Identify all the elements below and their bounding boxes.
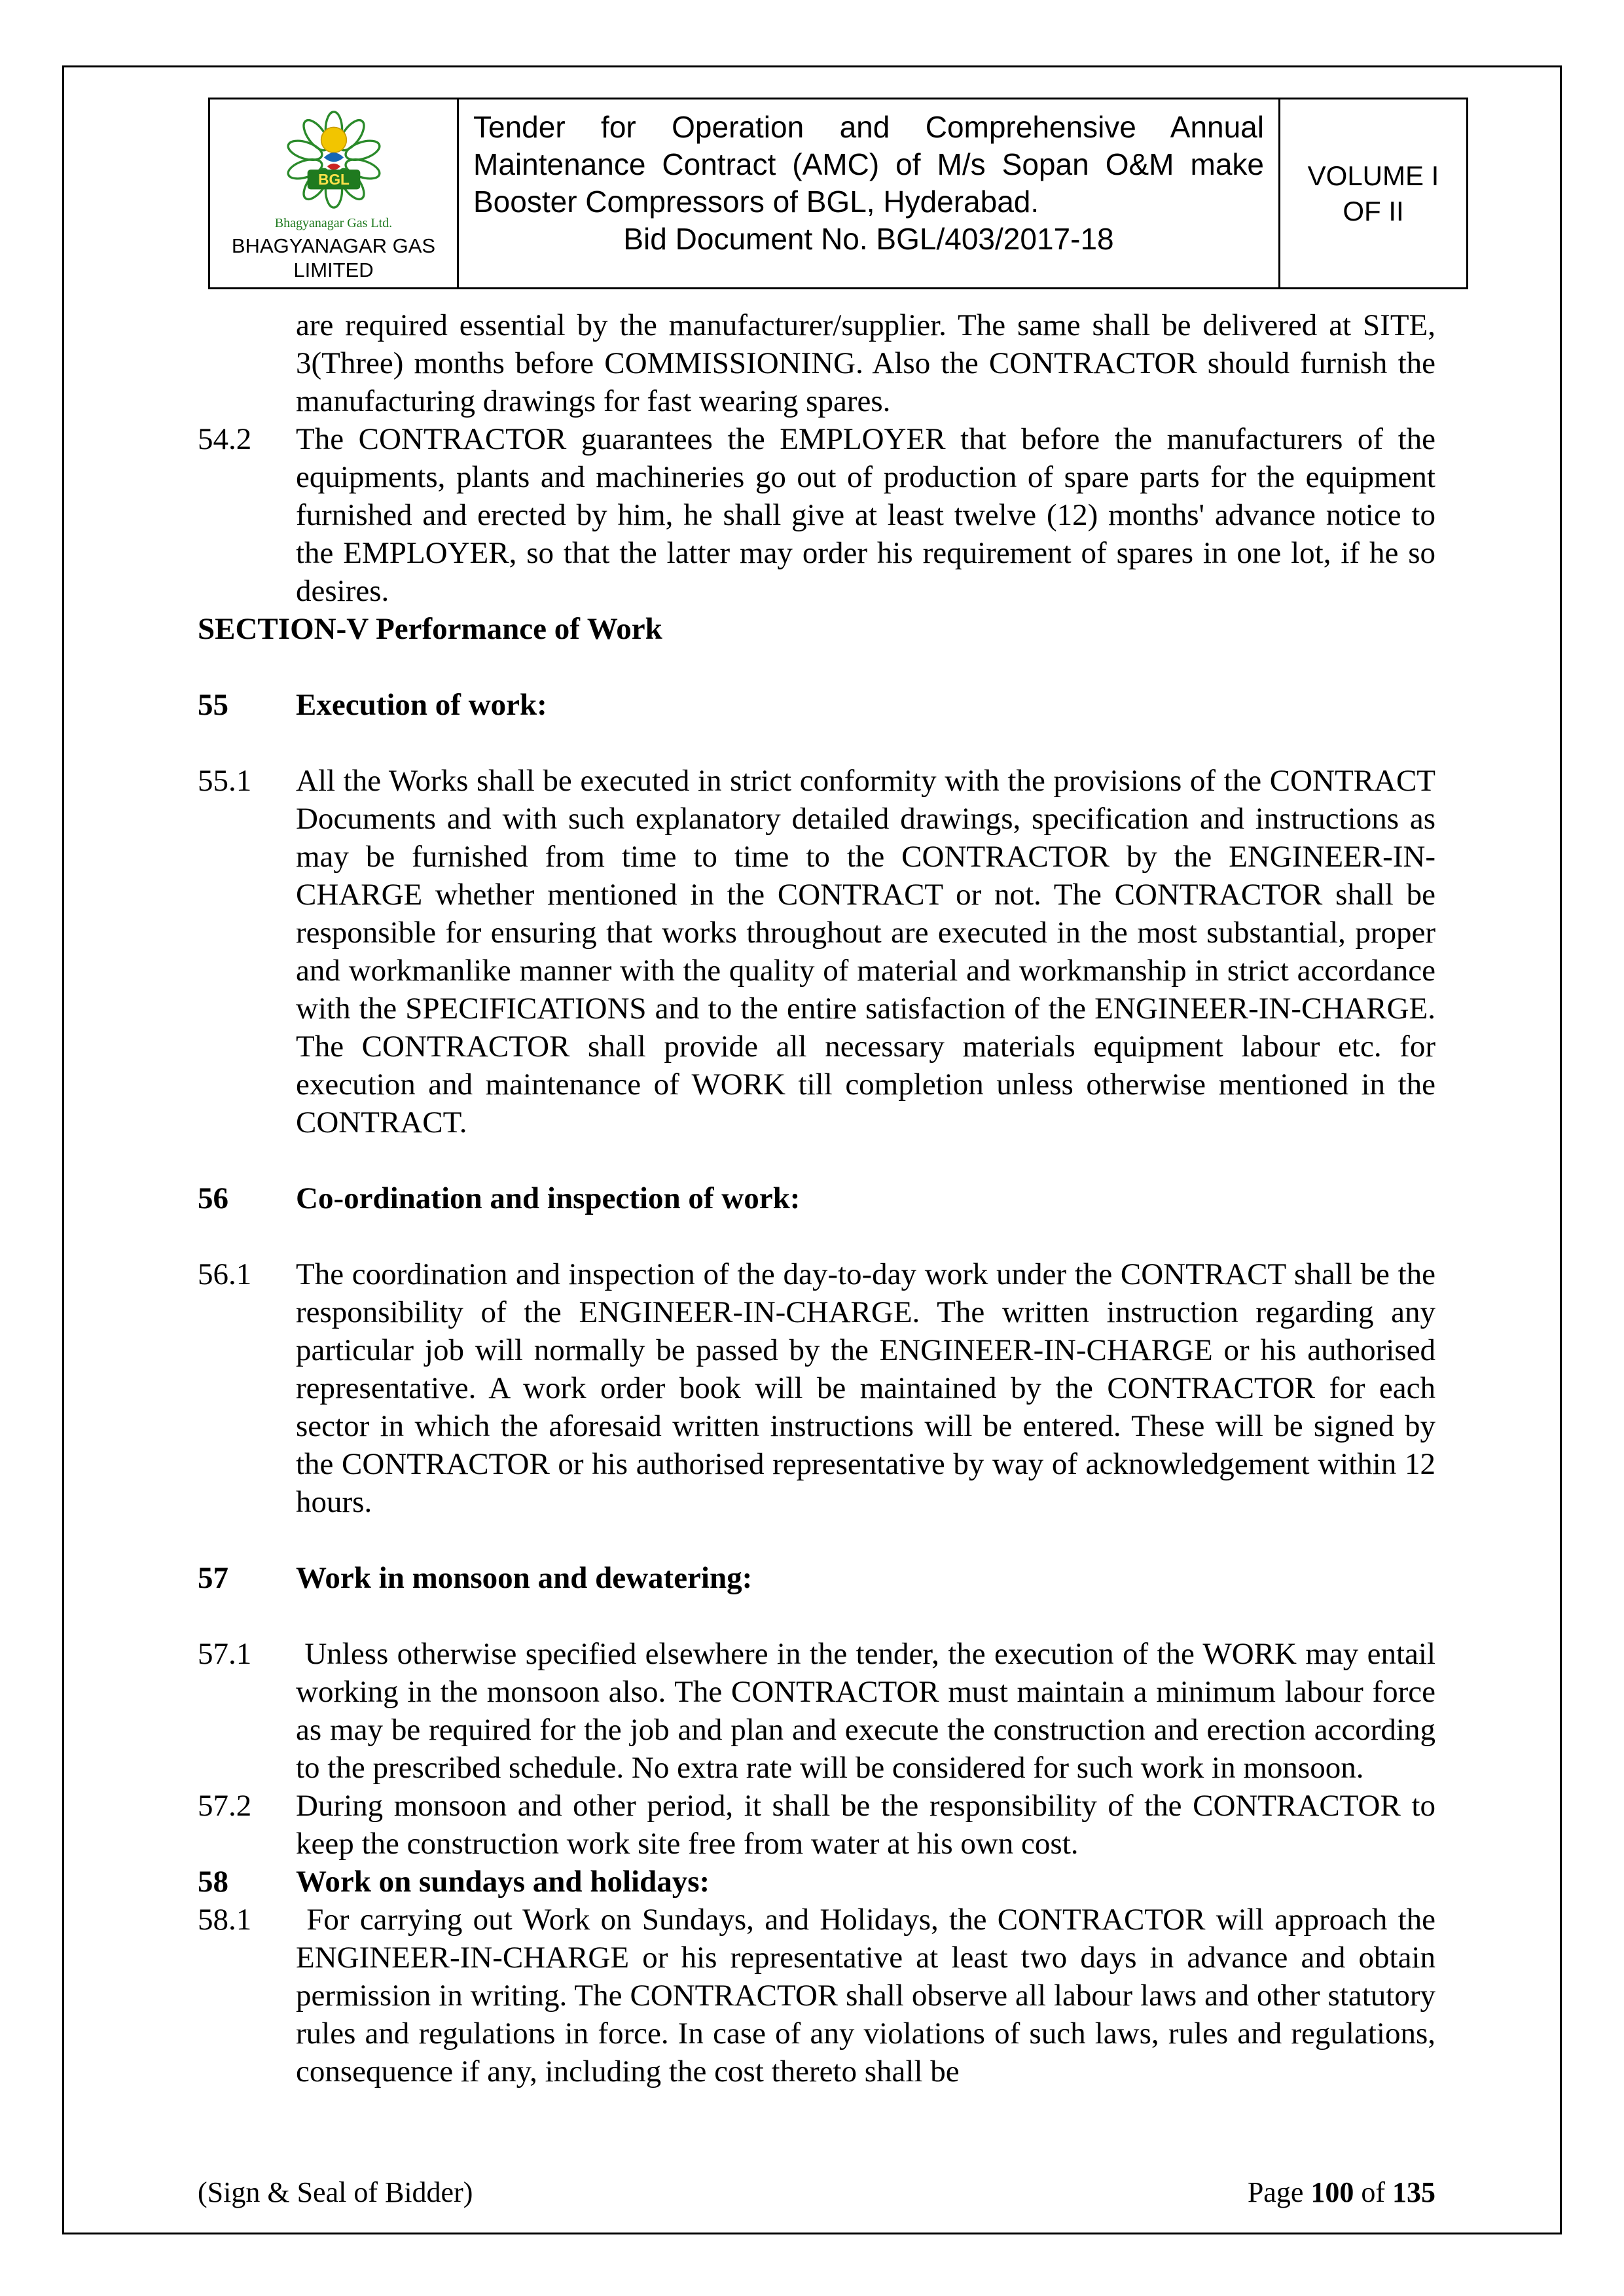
- heading-text: Co-ordination and inspection of work:: [296, 1181, 801, 1215]
- heading-text: Work on sundays and holidays:: [296, 1865, 710, 1899]
- document-body: [198, 306, 1443, 2090]
- tender-title: Tender for Operation and Comprehensive Annual Maintenance Contract (AMC) of M/s Sopan O&M make Booster Compressors of BGL, Hyderabad.: [473, 110, 1264, 219]
- clause-text: For carrying out Work on Sundays, and Holidays, the CONTRACTOR will approach the ENGINEER-IN-CHARGE or his representative at least two days in advance and obtain permission in writing. The CONTRACTOR shall observe all labour laws and other statutory rules and regulations in force. In case of any violations of such laws, rules and regulations, consequence if any, including the cost thereto shall be: [296, 1903, 1443, 2089]
- clause-text: During monsoon and other period, it shall be the responsibility of the CONTRACTOR to keep the construction work site free from water at his own cost.: [296, 1789, 1443, 1861]
- page-current: 100: [1310, 2176, 1354, 2208]
- logo-cell: [210, 99, 459, 287]
- clause-55-1: [198, 762, 1443, 1141]
- clause-text: are required essential by the manufacturer/supplier. The same shall be delivered at SITE, 3(Three) months before COMMISSIONING. Also the CONTRACTOR should furnish the manufacturing drawings for fast wearing spares.: [296, 308, 1443, 418]
- bgl-logo-icon: [268, 105, 399, 215]
- of-label: of: [1361, 2176, 1385, 2208]
- paragraph-continuation: [198, 306, 1443, 420]
- page-total: 135: [1392, 2176, 1435, 2208]
- volume-line1: VOLUME I: [1307, 160, 1439, 191]
- heading-57: [198, 1559, 1435, 1597]
- header-table: [208, 98, 1468, 289]
- clause-54-2: [198, 420, 1443, 610]
- heading-number: 55: [198, 688, 228, 722]
- tender-title-cell: [459, 99, 1280, 287]
- heading-number: 58: [198, 1865, 228, 1899]
- clause-number: 56.1: [198, 1257, 252, 1291]
- heading-number: 56: [198, 1181, 228, 1215]
- logo-monogram: BGL: [317, 170, 350, 188]
- clause-number: 57.2: [198, 1789, 252, 1823]
- logo-caption: Bhagyanagar Gas Ltd.: [274, 216, 393, 230]
- sign-seal-note: (Sign & Seal of Bidder): [198, 2176, 473, 2208]
- page-border: [62, 65, 1562, 2234]
- clause-58-1: [198, 1901, 1443, 2090]
- clause-number: 54.2: [198, 422, 252, 456]
- heading-56: [198, 1179, 1435, 1217]
- clause-text: The coordination and inspection of the day-to-day work under the CONTRACT shall be the responsibility of the ENGINEER-IN-CHARGE. The written instruction regarding any particular job will normally be passed by the ENGINEER-IN-CHARGE or his authorised representative. A work order book will be maintained by the CONTRACTOR for each sector in which the aforesaid written instructions will be entered. These will be signed by the CONTRACTOR or his authorised representative by way of acknowledgement within 12 hours.: [296, 1257, 1443, 1519]
- page-number: [1248, 2175, 1435, 2210]
- clause-text: All the Works shall be executed in strict conformity with the provisions of the CONTRACT Documents and with such explanatory detailed drawings, specification and instructions as may be furnished from time to time to the CONTRACTOR by the ENGINEER-IN-CHARGE whether mentioned in the CONTRACT or not. The CONTRACTOR shall be responsible for ensuring that works throughout are executed in the most substantial, proper and workmanlike manner with the quality of material and workmanship in strict accordance with the SPECIFICATIONS and to the entire satisfaction of the ENGINEER-IN-CHARGE. The CONTRACTOR shall provide all necessary materials equipment labour etc. for execution and maintenance of WORK till completion unless otherwise mentioned in the CONTRACT.: [296, 764, 1443, 1139]
- heading-55: [198, 686, 1435, 724]
- clause-56-1: [198, 1255, 1443, 1521]
- clause-number: [198, 306, 296, 420]
- heading-number: 57: [198, 1561, 228, 1595]
- volume-line2: OF II: [1343, 195, 1404, 226]
- clause-57-1: [198, 1635, 1443, 1787]
- clause-text: Unless otherwise specified elsewhere in the tender, the execution of the WORK may entail working in the monsoon also. The CONTRACTOR must maintain a minimum labour force as may be required for the job and plan and execute the construction and erection according to the prescribed schedule. No extra rate will be considered for such work in monsoon.: [296, 1637, 1443, 1785]
- clause-number: 57.1: [198, 1637, 252, 1671]
- organization-name: [232, 234, 435, 282]
- organization-name-line1: BHAGYANAGAR GAS: [231, 234, 436, 257]
- clause-57-2: [198, 1787, 1443, 1863]
- heading-text: Execution of work:: [296, 688, 547, 722]
- clause-number: 58.1: [198, 1903, 252, 1937]
- page-label: Page: [1247, 2176, 1304, 2208]
- page-footer: [198, 2175, 1435, 2210]
- section-v-heading: SECTION-V Performance of Work: [198, 612, 662, 646]
- volume-cell: [1280, 99, 1466, 287]
- bid-document-number: Bid Document No. BGL/403/2017-18: [623, 222, 1114, 256]
- heading-text: Work in monsoon and dewatering:: [296, 1561, 753, 1595]
- clause-text: The CONTRACTOR guarantees the EMPLOYER that before the manufacturers of the equipments, plants and machineries go out of production of spare parts for the equipment furnished and erected by him, he shall give at least twelve (12) months' advance notice to the EMPLOYER, so that the latter may order his requirement of spares in one lot, if he so desires.: [296, 422, 1443, 608]
- clause-number: 55.1: [198, 764, 252, 798]
- organization-name-line2: LIMITED: [293, 259, 374, 281]
- heading-58: [198, 1863, 1435, 1901]
